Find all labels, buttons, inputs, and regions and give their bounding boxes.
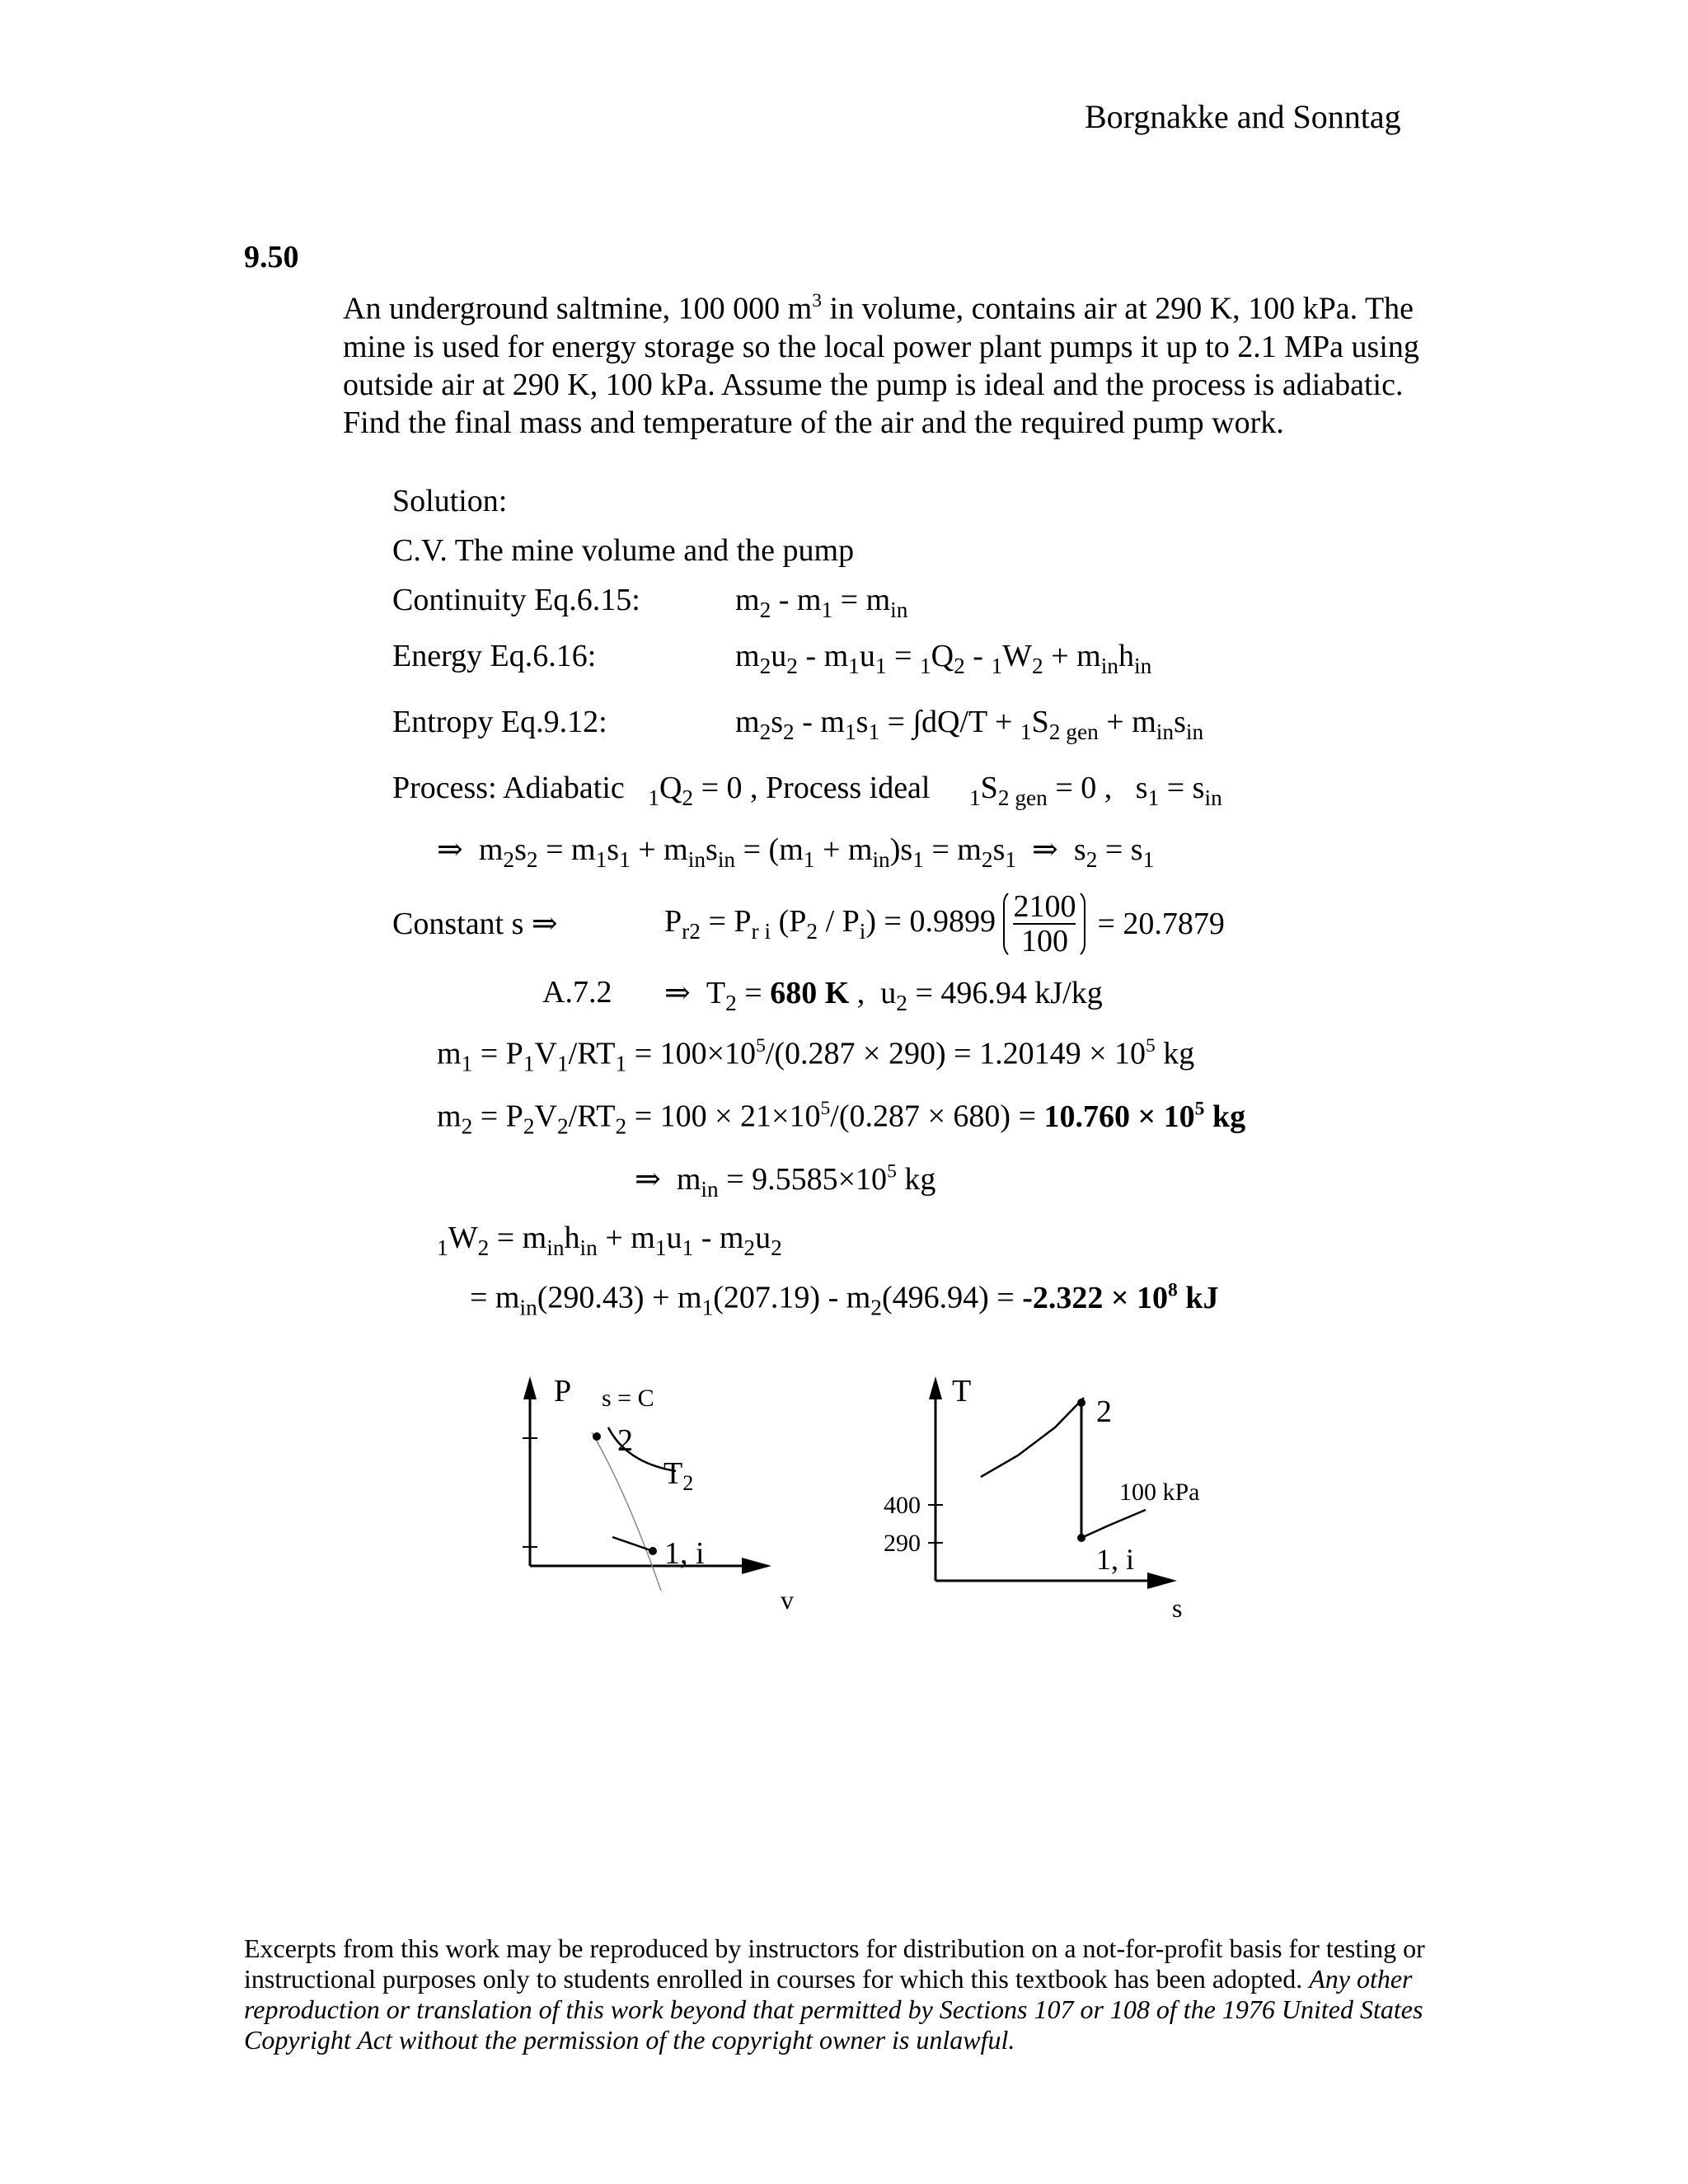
s-axis-arrow	[1147, 1572, 1177, 1589]
ts-diagram	[865, 1368, 1212, 1624]
pressure-ratio-fraction: $\frac{2100}{100}$	[1003, 888, 1085, 959]
problem-number: 9.50	[244, 240, 299, 274]
s-axis-label: s	[1172, 1593, 1183, 1623]
constant-s-label: Constant s ⇒	[392, 907, 558, 941]
problem-statement: An underground saltmine, 100 000 $m^3$ in volume, contains air at 290 K, 100 kPa. The mine is used for energy storage so the local power plant pumps it up to 2.1 MPa using outside air at 290 K, 100 kPa. Assume the pump is ideal and the process is adiabatic. Find the final mass and temperature of the air and the required pump work.	[343, 290, 1419, 440]
m1-equation: $m_1 = P_1V_1/RT_1 = 100\times 10^5/(0.287 \times 290) = 1.20149 \times 10^5$ kg	[437, 1035, 1195, 1076]
min-result: ⇒ $m_{in} = 9.5585\times 10^5$ kg	[635, 1160, 936, 1202]
control-volume-text: C.V. The mine volume and the pump	[392, 533, 855, 568]
entropy-label: Entropy Eq.9.12:	[392, 705, 607, 739]
p2-isobar	[981, 1398, 1084, 1477]
t-axis-arrow	[929, 1376, 942, 1399]
v-axis-arrow	[742, 1558, 771, 1574]
tick-400-label: 400	[884, 1492, 921, 1519]
pv-state-2-label: 2	[617, 1423, 633, 1458]
continuity-equation: $m_2 - m_1 = m_{in}$	[735, 583, 908, 622]
header-authors: Borgnakke and Sonntag	[1085, 98, 1401, 135]
ts-state-2-label: 2	[1096, 1394, 1112, 1429]
ts-state-1-point	[1077, 1534, 1085, 1542]
entropy-implication: ⇒ $m_2s_2 = m_1s_1 + m_{in}s_{in} = (m_1 + m_{in})s_1 = m_2s_1$ ⇒ $s_2 = s_1$	[437, 832, 1155, 872]
ts-state-1-label: 1, i	[1096, 1543, 1135, 1576]
100kpa-isobar	[1081, 1510, 1146, 1538]
work-equation: $_1W_2 = m_{in}h_{in} + m_1u_1 - m_2u_2$	[437, 1221, 782, 1260]
m2-equation: $m_2 = P_2V_2/RT_2 = 100 \times 21\times 10^5/(0.287 \times 680) = 10.760 \times 10^5$ kg	[437, 1098, 1246, 1139]
table-reference: A.7.2	[542, 975, 612, 1010]
t2-label: $T_2$	[663, 1456, 694, 1495]
pressure-label: 100 kPa	[1119, 1479, 1200, 1506]
t-axis-label: T	[952, 1374, 972, 1408]
t2-result: ⇒ $T_2 = 680$ K , $u_2 = 496.94$ kJ/kg	[664, 976, 1103, 1015]
pv-state-1-label: 1, i	[664, 1536, 705, 1571]
pr-equation: $P_{r2} = P_{r i}$ $(P_2 / P_i) = 0.9899$ $\frac{2100}{100}$ = 20.7879	[664, 889, 1225, 958]
v-axis-label: v	[781, 1585, 794, 1615]
work-result: = $m_{in}(290.43) + m_1(207.19) - m_2(496.94) = -2.322 \times 10^8$ kJ	[470, 1279, 1219, 1320]
p-axis-label: P	[554, 1374, 572, 1408]
copyright-footer	[244, 1933, 1439, 2055]
s-constant-label: s = C	[602, 1385, 654, 1412]
energy-equation: $m_2u_2 - m_1u_1 = _1Q_2 - _1W_2 + m_{in}h_{in}$	[735, 639, 1152, 678]
entropy-equation: $m_2s_2 - m_1s_1 = \int dQ/T + _1S_{2 gen} + m_{in}s_{in}$	[735, 705, 1204, 744]
footer-plain-text: Excerpts from this work may be reproduced by instructors for distribution on a not-for-profit basis for testing or instructional purposes only to students enrolled in courses for which this textbook has been adopted.	[244, 1933, 1425, 1994]
process-line: Process: Adiabatic $_1Q_2 = 0$ , Process ideal $_1S_{2 gen} = 0$ , $s_1 = s_{in}$	[392, 771, 1222, 810]
solution-label: Solution:	[392, 484, 508, 518]
p-axis-arrow	[523, 1376, 537, 1399]
tick-290-label: 290	[884, 1530, 921, 1557]
state-1-point	[649, 1547, 657, 1555]
energy-label: Energy Eq.6.16:	[392, 639, 597, 673]
ts-state-2-point	[1077, 1399, 1085, 1407]
continuity-label: Continuity Eq.6.15:	[392, 583, 640, 617]
state-2-point	[593, 1432, 601, 1441]
pv-diagram	[511, 1368, 794, 1615]
isobar-segment	[612, 1537, 653, 1551]
footer-italic-text: Any other reproduction or translation of this work beyond that permitted by Sections 107 or 108 of the 1976 United States Copyright Act without the permission of the copyright owner is unlawful.	[244, 1964, 1423, 2055]
